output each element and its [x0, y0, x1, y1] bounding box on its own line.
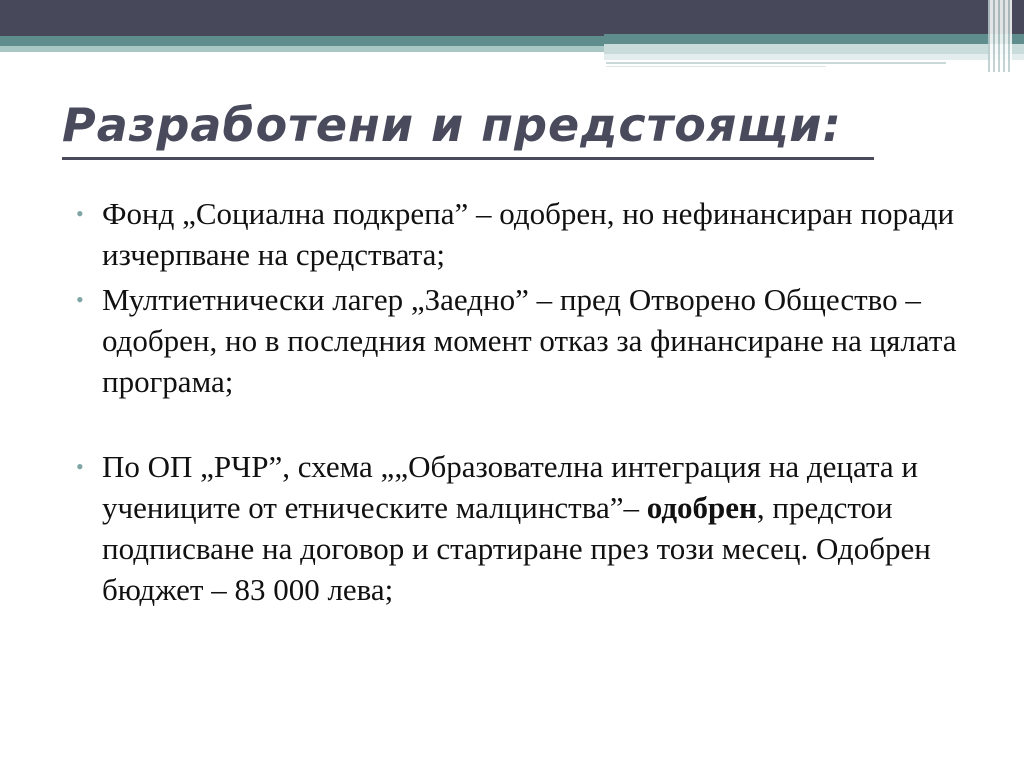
title-underline [62, 157, 874, 160]
bullet-item [72, 279, 972, 402]
bullet-text: , предстои подписване на договор и стартиране през този месец. Одобрен бюджет – 83 000 лева; [102, 490, 931, 607]
bullet-dot-icon: • [76, 201, 84, 226]
decorative-line [606, 66, 826, 67]
slide-title: Разработени и предстоящи: [62, 98, 842, 152]
bullet-text: Фонд „Социална подкрепа” – одобрен, но нефинансиран поради изчерпване на средствата; [102, 196, 955, 272]
bullet-list [72, 193, 972, 614]
header-right-block [604, 0, 1024, 60]
bullet-bold-text: одобрен [646, 490, 757, 525]
bullet-item [72, 446, 972, 610]
bullet-dot-icon: • [76, 287, 84, 312]
bullet-text: Мултиетнически лагер „Заедно” – пред Отворено Общество – одобрен, но в последния момент отказ за финансиране на цялата програма; [102, 282, 957, 399]
decorative-line [606, 62, 946, 64]
bullet-item [72, 193, 972, 275]
bullet-text: По ОП „РЧР”, схема „„Образователна интеграция на децата и учениците от етническите малцинства”– [102, 449, 918, 525]
decorative-stripes [988, 0, 1012, 72]
bullet-dot-icon: • [76, 454, 84, 479]
